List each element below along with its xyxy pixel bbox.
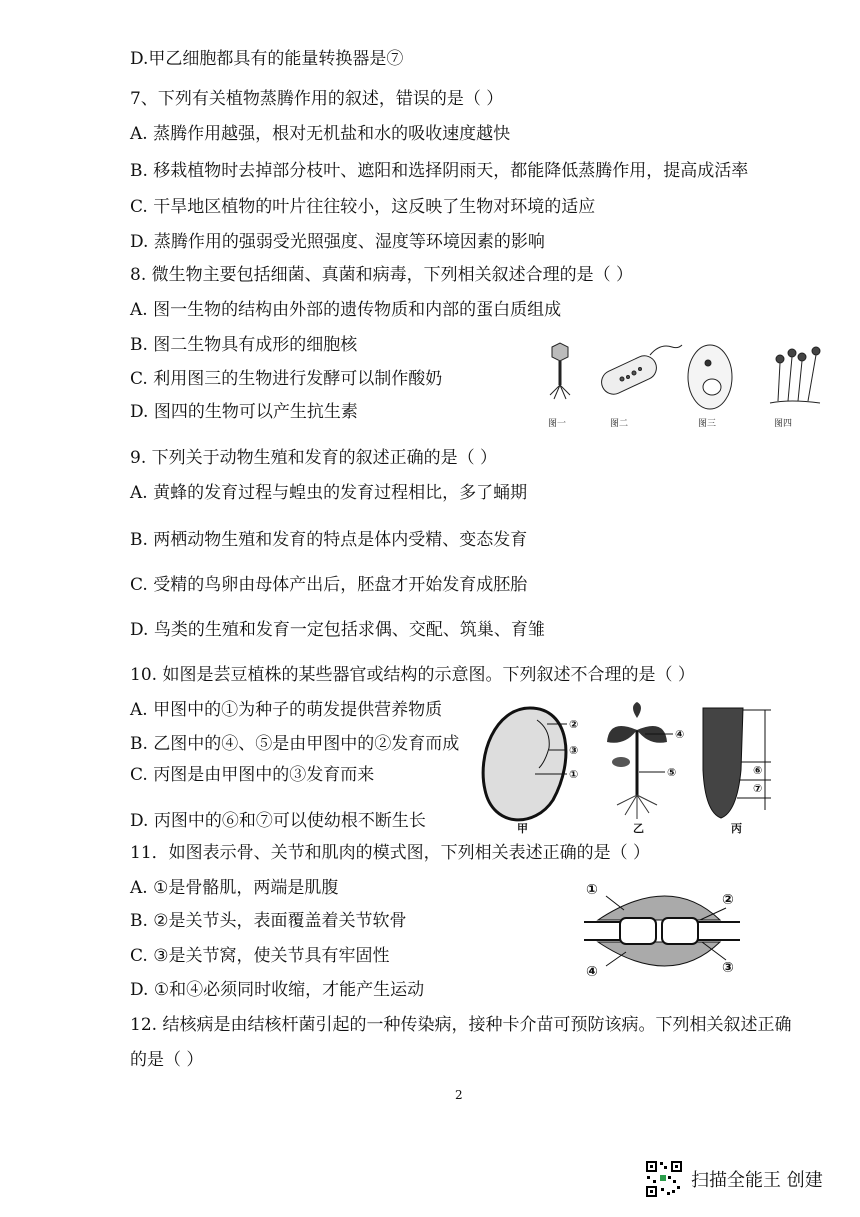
q12-stem-cont: 的是（ ）	[130, 1050, 204, 1070]
q11-option-b: B. ②是关节头，表面覆盖着关节软骨	[130, 911, 407, 931]
q9-option-d: D. 鸟类的生殖和发育一定包括求偶、交配、筑巢、育雏	[130, 620, 545, 640]
phage-drawing	[550, 343, 570, 399]
q7-option-a: A. 蒸腾作用越强，根对无机盐和水的吸收速度越快	[130, 124, 511, 144]
q7-option-d: D. 蒸腾作用的强弱受光照强度、湿度等环境因素的影响	[130, 232, 545, 252]
root-tip-drawing	[703, 708, 771, 818]
footer-text: 扫描全能王 创建	[691, 1170, 823, 1191]
qr-code-icon	[645, 1160, 683, 1198]
mold-drawing	[770, 347, 820, 403]
fig8-caption-4: 图四	[774, 419, 793, 429]
fig11-label-4: ④	[586, 964, 598, 980]
q9-option-c: C. 受精的鸟卵由母体产出后，胚盘才开始发育成胚胎	[130, 575, 528, 595]
bacterium-drawing	[598, 345, 682, 398]
q11-option-d: D. ①和④必须同时收缩，才能产生运动	[130, 980, 425, 1000]
q10-option-d: D. 丙图中的⑥和⑦可以使幼根不断生长	[130, 811, 426, 831]
q9-option-a: A. 黄蜂的发育过程与蝗虫的发育过程相比，多了蛹期	[130, 483, 528, 503]
q12-stem: 12. 结核病是由结核杆菌引起的一种传染病，接种卡介苗可预防该病。下列相关叙述正确	[130, 1015, 792, 1035]
bean-figure	[475, 700, 790, 835]
microbe-figure	[530, 335, 830, 435]
fig11-label-3: ③	[722, 960, 734, 976]
q8-option-a: A. 图一生物的结构由外部的遗传物质和内部的蛋白质组成	[130, 300, 562, 320]
q10-option-c: C. 丙图是由甲图中的③发育而来	[130, 765, 375, 785]
q11-option-a: A. ①是骨骼肌，两端是肌腹	[130, 878, 339, 898]
q7-stem: 7、下列有关植物蒸腾作用的叙述，错误的是（ ）	[130, 89, 504, 109]
q9-option-b: B. 两栖动物生殖和发育的特点是体内受精、变态发育	[130, 530, 528, 550]
fig8-caption-2: 图二	[610, 419, 629, 429]
fig8-caption-3: 图三	[698, 419, 717, 429]
fig10-label-6: ⑥	[753, 764, 763, 777]
fig11-label-1: ①	[586, 882, 598, 898]
seedling-drawing	[607, 702, 673, 819]
fig10-caption-bing: 丙	[731, 822, 742, 835]
q10-stem: 10. 如图是芸豆植株的某些器官或结构的示意图。下列叙述不合理的是（ ）	[130, 665, 695, 685]
fig10-caption-jia: 甲	[517, 822, 528, 835]
q11-option-c: C. ③是关节窝，使关节具有牢固性	[130, 946, 390, 966]
fig8-caption-1: 图一	[548, 419, 567, 429]
fig10-label-1: ①	[569, 768, 579, 781]
q7-option-c: C. 干旱地区植物的叶片往往较小，这反映了生物对环境的适应	[130, 197, 596, 217]
page-number: 2	[455, 1088, 463, 1102]
q10-option-a: A. 甲图中的①为种子的萌发提供营养物质	[130, 700, 443, 720]
fig10-label-3: ③	[569, 744, 579, 757]
fig11-label-2: ②	[722, 892, 734, 908]
joint-figure	[580, 878, 750, 983]
scanner-watermark	[645, 1160, 823, 1198]
q11-stem: 11．如图表示骨、关节和肌肉的模式图，下列相关表述正确的是（ ）	[130, 843, 651, 863]
q9-stem: 9. 下列关于动物生殖和发育的叙述正确的是（ ）	[130, 448, 498, 468]
yeast-drawing	[688, 345, 732, 409]
fig10-caption-yi: 乙	[633, 822, 644, 835]
q7-option-b: B. 移栽植物时去掉部分枝叶、遮阳和选择阴雨天，都能降低蒸腾作用，提高成活率	[130, 161, 749, 181]
q10-option-b: B. 乙图中的④、⑤是由甲图中的②发育而成	[130, 734, 460, 754]
q8-stem: 8. 微生物主要包括细菌、真菌和病毒，下列相关叙述合理的是（ ）	[130, 265, 634, 285]
q8-option-c: C. 利用图三的生物进行发酵可以制作酸奶	[130, 369, 443, 389]
q8-option-b: B. 图二生物具有成形的细胞核	[130, 335, 358, 355]
q8-option-d: D. 图四的生物可以产生抗生素	[130, 402, 358, 422]
fig10-label-5: ⑤	[667, 766, 677, 779]
fig10-label-4: ④	[675, 728, 685, 741]
q6-option-d: D.甲乙细胞都具有的能量转换器是⑦	[130, 49, 404, 69]
fig10-label-7: ⑦	[753, 782, 763, 795]
fig10-label-2: ②	[569, 718, 579, 731]
